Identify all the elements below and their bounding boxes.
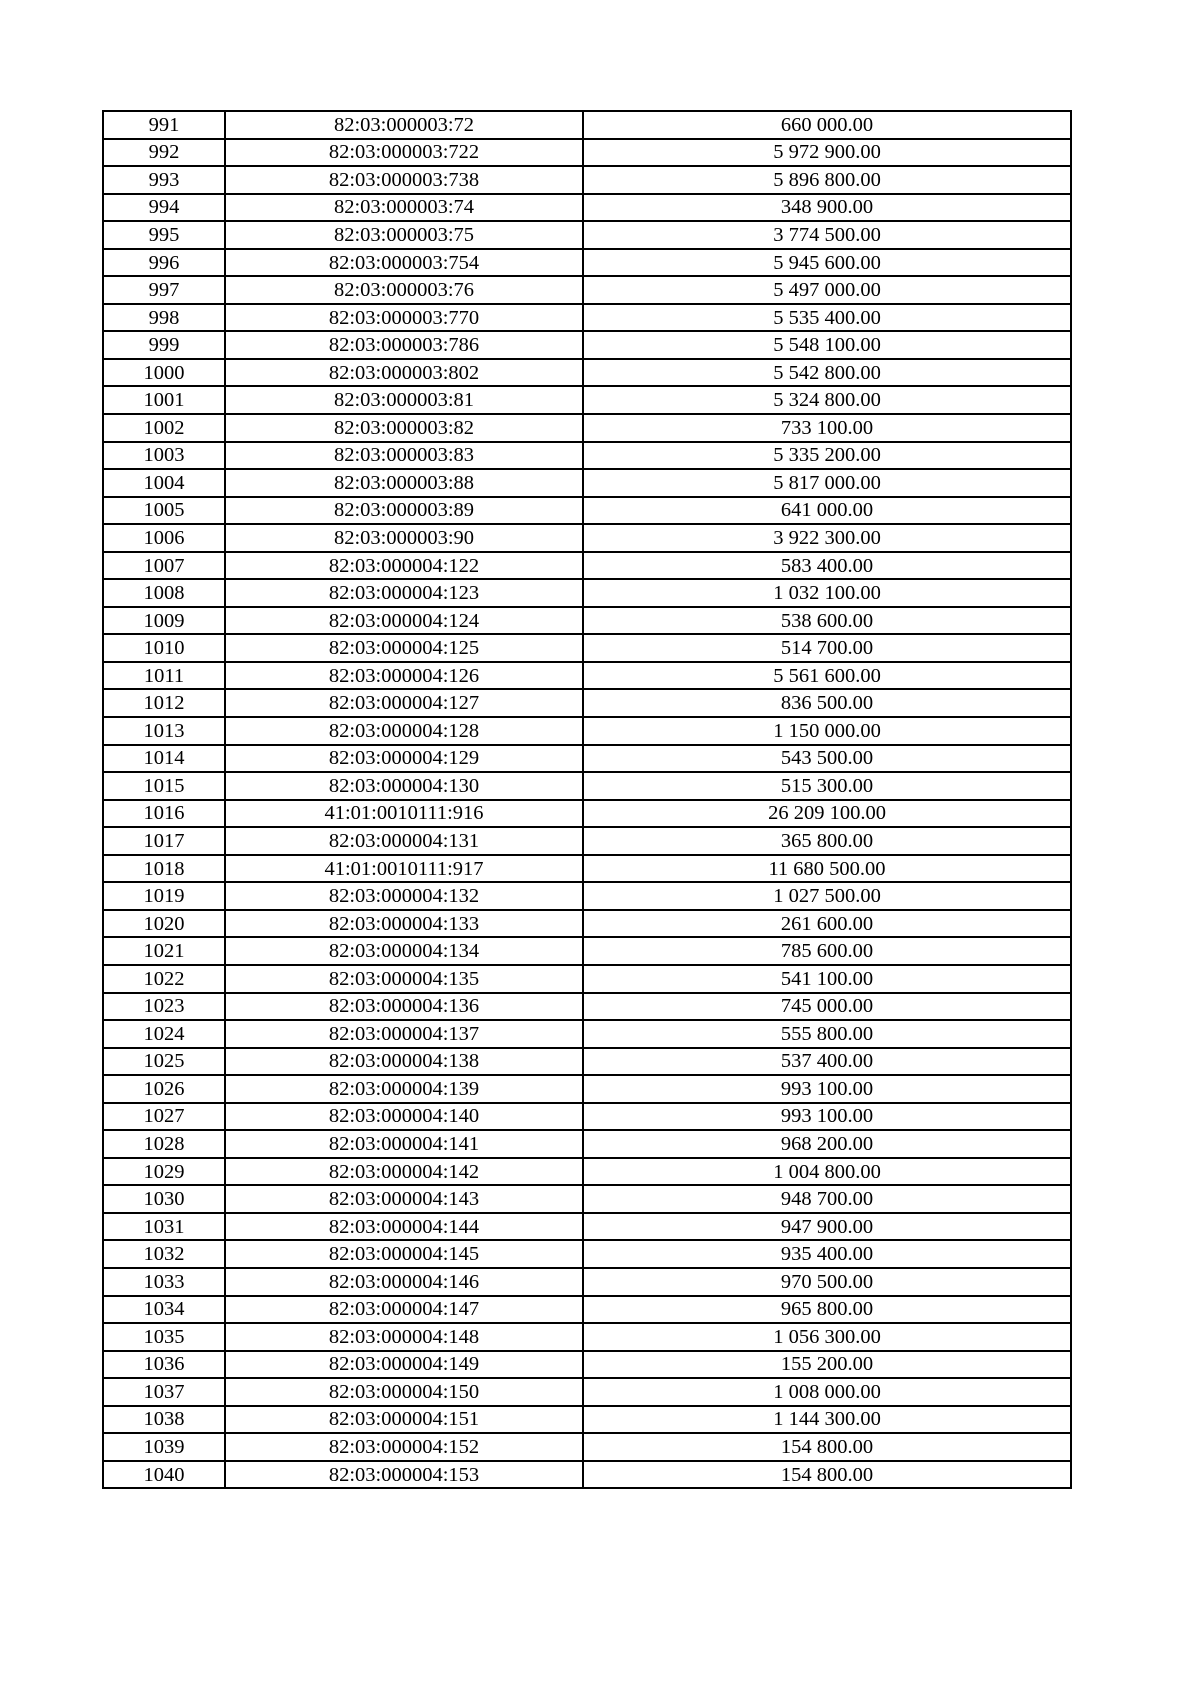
cadastral-number-cell: 82:03:000003:76	[225, 276, 583, 304]
row-number-cell: 1003	[103, 442, 225, 470]
row-number-cell: 1006	[103, 524, 225, 552]
table-row	[103, 386, 1071, 414]
table-row	[103, 331, 1071, 359]
row-number-cell: 1001	[103, 386, 225, 414]
value-cell: 555 800.00	[583, 1020, 1071, 1048]
cadastral-number-cell: 82:03:000003:722	[225, 139, 583, 167]
cadastral-number-cell: 82:03:000003:74	[225, 194, 583, 222]
table-row	[103, 249, 1071, 277]
cadastral-number-cell: 82:03:000004:126	[225, 662, 583, 690]
cadastral-number-cell: 82:03:000004:153	[225, 1461, 583, 1489]
row-number-cell: 1040	[103, 1461, 225, 1489]
table-row	[103, 717, 1071, 745]
table-row	[103, 800, 1071, 828]
value-cell: 5 817 000.00	[583, 469, 1071, 497]
table-row	[103, 442, 1071, 470]
value-cell: 968 200.00	[583, 1130, 1071, 1158]
row-number-cell: 1010	[103, 634, 225, 662]
table-row	[103, 469, 1071, 497]
row-number-cell: 999	[103, 331, 225, 359]
value-cell: 348 900.00	[583, 194, 1071, 222]
table-row	[103, 1433, 1071, 1461]
row-number-cell: 1025	[103, 1048, 225, 1076]
cadastral-number-cell: 82:03:000004:147	[225, 1296, 583, 1324]
row-number-cell: 1028	[103, 1130, 225, 1158]
cadastral-number-cell: 82:03:000004:141	[225, 1130, 583, 1158]
value-cell: 5 497 000.00	[583, 276, 1071, 304]
row-number-cell: 1017	[103, 827, 225, 855]
cadastral-number-cell: 82:03:000004:146	[225, 1268, 583, 1296]
cadastral-number-cell: 82:03:000004:133	[225, 910, 583, 938]
cadastral-number-cell: 82:03:000004:140	[225, 1103, 583, 1131]
cadastral-number-cell: 82:03:000004:138	[225, 1048, 583, 1076]
value-cell: 1 150 000.00	[583, 717, 1071, 745]
value-cell: 948 700.00	[583, 1185, 1071, 1213]
table-row	[103, 1351, 1071, 1379]
value-cell: 5 548 100.00	[583, 331, 1071, 359]
row-number-cell: 1004	[103, 469, 225, 497]
value-cell: 1 027 500.00	[583, 882, 1071, 910]
cadastral-number-cell: 82:03:000004:122	[225, 552, 583, 580]
cadastral-number-cell: 82:03:000003:89	[225, 497, 583, 525]
value-cell: 26 209 100.00	[583, 800, 1071, 828]
cadastral-number-cell: 82:03:000004:145	[225, 1240, 583, 1268]
cadastral-number-cell: 82:03:000004:134	[225, 937, 583, 965]
row-number-cell: 1018	[103, 855, 225, 883]
cadastral-number-cell: 82:03:000004:136	[225, 993, 583, 1021]
value-cell: 993 100.00	[583, 1075, 1071, 1103]
row-number-cell: 1032	[103, 1240, 225, 1268]
cadastral-number-cell: 82:03:000003:738	[225, 166, 583, 194]
table-row	[103, 662, 1071, 690]
cadastral-number-cell: 82:03:000004:150	[225, 1378, 583, 1406]
row-number-cell: 1021	[103, 937, 225, 965]
table-row	[103, 1075, 1071, 1103]
table-row	[103, 882, 1071, 910]
value-cell: 583 400.00	[583, 552, 1071, 580]
cadastral-number-cell: 82:03:000003:754	[225, 249, 583, 277]
value-cell: 515 300.00	[583, 772, 1071, 800]
value-cell: 365 800.00	[583, 827, 1071, 855]
cadastral-number-cell: 82:03:000004:151	[225, 1406, 583, 1434]
cadastral-number-cell: 82:03:000004:123	[225, 579, 583, 607]
table-row	[103, 1213, 1071, 1241]
table-row	[103, 1406, 1071, 1434]
row-number-cell: 995	[103, 221, 225, 249]
row-number-cell: 993	[103, 166, 225, 194]
row-number-cell: 1012	[103, 689, 225, 717]
value-cell: 5 535 400.00	[583, 304, 1071, 332]
value-cell: 5 335 200.00	[583, 442, 1071, 470]
cadastral-number-cell: 82:03:000004:137	[225, 1020, 583, 1048]
value-cell: 5 561 600.00	[583, 662, 1071, 690]
cadastral-number-cell: 82:03:000004:125	[225, 634, 583, 662]
cadastral-number-cell: 82:03:000004:139	[225, 1075, 583, 1103]
table-row	[103, 1378, 1071, 1406]
row-number-cell: 1011	[103, 662, 225, 690]
row-number-cell: 1024	[103, 1020, 225, 1048]
value-cell: 660 000.00	[583, 111, 1071, 139]
cadastral-number-cell: 82:03:000003:82	[225, 414, 583, 442]
value-cell: 261 600.00	[583, 910, 1071, 938]
cadastral-number-cell: 82:03:000004:148	[225, 1323, 583, 1351]
cadastral-number-cell: 82:03:000004:130	[225, 772, 583, 800]
table-row	[103, 772, 1071, 800]
value-cell: 5 324 800.00	[583, 386, 1071, 414]
cadastral-number-cell: 41:01:0010111:916	[225, 800, 583, 828]
cadastral-number-cell: 82:03:000004:128	[225, 717, 583, 745]
table-row	[103, 139, 1071, 167]
row-number-cell: 1013	[103, 717, 225, 745]
value-cell: 1 056 300.00	[583, 1323, 1071, 1351]
row-number-cell: 1016	[103, 800, 225, 828]
table-row	[103, 1158, 1071, 1186]
cadastral-number-cell: 82:03:000003:88	[225, 469, 583, 497]
row-number-cell: 1030	[103, 1185, 225, 1213]
value-cell: 1 004 800.00	[583, 1158, 1071, 1186]
row-number-cell: 1019	[103, 882, 225, 910]
value-cell: 935 400.00	[583, 1240, 1071, 1268]
table-row	[103, 910, 1071, 938]
value-cell: 5 945 600.00	[583, 249, 1071, 277]
table-row	[103, 993, 1071, 1021]
table-row	[103, 1020, 1071, 1048]
value-cell: 154 800.00	[583, 1461, 1071, 1489]
cadastral-number-cell: 82:03:000003:83	[225, 442, 583, 470]
table-row	[103, 552, 1071, 580]
row-number-cell: 1023	[103, 993, 225, 1021]
value-cell: 970 500.00	[583, 1268, 1071, 1296]
row-number-cell: 1009	[103, 607, 225, 635]
row-number-cell: 1002	[103, 414, 225, 442]
table-row	[103, 855, 1071, 883]
cadastral-number-cell: 82:03:000004:149	[225, 1351, 583, 1379]
table-row	[103, 634, 1071, 662]
value-cell: 1 144 300.00	[583, 1406, 1071, 1434]
row-number-cell: 1022	[103, 965, 225, 993]
value-cell: 11 680 500.00	[583, 855, 1071, 883]
table-row	[103, 937, 1071, 965]
value-cell: 641 000.00	[583, 497, 1071, 525]
value-cell: 5 972 900.00	[583, 139, 1071, 167]
row-number-cell: 1038	[103, 1406, 225, 1434]
table-row	[103, 1103, 1071, 1131]
row-number-cell: 1034	[103, 1296, 225, 1324]
table-row	[103, 414, 1071, 442]
cadastral-number-cell: 82:03:000003:786	[225, 331, 583, 359]
row-number-cell: 998	[103, 304, 225, 332]
value-cell: 155 200.00	[583, 1351, 1071, 1379]
table-row	[103, 1323, 1071, 1351]
value-cell: 3 922 300.00	[583, 524, 1071, 552]
table-row	[103, 965, 1071, 993]
row-number-cell: 1000	[103, 359, 225, 387]
value-cell: 745 000.00	[583, 993, 1071, 1021]
cadastral-number-cell: 82:03:000004:131	[225, 827, 583, 855]
row-number-cell: 1036	[103, 1351, 225, 1379]
value-cell: 1 008 000.00	[583, 1378, 1071, 1406]
table-row	[103, 497, 1071, 525]
cadastral-number-cell: 82:03:000004:142	[225, 1158, 583, 1186]
row-number-cell: 997	[103, 276, 225, 304]
value-cell: 5 542 800.00	[583, 359, 1071, 387]
row-number-cell: 994	[103, 194, 225, 222]
table-row	[103, 1296, 1071, 1324]
row-number-cell: 1035	[103, 1323, 225, 1351]
value-cell: 514 700.00	[583, 634, 1071, 662]
row-number-cell: 1037	[103, 1378, 225, 1406]
value-cell: 538 600.00	[583, 607, 1071, 635]
cadastral-number-cell: 82:03:000004:132	[225, 882, 583, 910]
cadastral-number-cell: 82:03:000003:90	[225, 524, 583, 552]
cadastral-number-cell: 82:03:000004:124	[225, 607, 583, 635]
value-cell: 543 500.00	[583, 745, 1071, 773]
cadastral-number-cell: 82:03:000003:770	[225, 304, 583, 332]
table-row	[103, 1130, 1071, 1158]
table-row	[103, 745, 1071, 773]
value-cell: 965 800.00	[583, 1296, 1071, 1324]
value-cell: 947 900.00	[583, 1213, 1071, 1241]
cadastral-number-cell: 82:03:000004:152	[225, 1433, 583, 1461]
cadastral-number-cell: 82:03:000004:144	[225, 1213, 583, 1241]
cadastral-number-cell: 82:03:000003:75	[225, 221, 583, 249]
row-number-cell: 996	[103, 249, 225, 277]
row-number-cell: 1014	[103, 745, 225, 773]
value-cell: 836 500.00	[583, 689, 1071, 717]
row-number-cell: 1005	[103, 497, 225, 525]
row-number-cell: 1031	[103, 1213, 225, 1241]
value-cell: 3 774 500.00	[583, 221, 1071, 249]
row-number-cell: 1008	[103, 579, 225, 607]
table-row	[103, 111, 1071, 139]
value-cell: 5 896 800.00	[583, 166, 1071, 194]
cadastral-number-cell: 82:03:000003:802	[225, 359, 583, 387]
table-row	[103, 166, 1071, 194]
row-number-cell: 1027	[103, 1103, 225, 1131]
cadastral-number-cell: 41:01:0010111:917	[225, 855, 583, 883]
cadastral-number-cell: 82:03:000004:143	[225, 1185, 583, 1213]
cadastral-number-cell: 82:03:000003:72	[225, 111, 583, 139]
table-body	[103, 111, 1071, 1488]
table-row	[103, 1185, 1071, 1213]
row-number-cell: 1033	[103, 1268, 225, 1296]
table-row	[103, 1268, 1071, 1296]
value-cell: 541 100.00	[583, 965, 1071, 993]
table-row	[103, 221, 1071, 249]
table-row	[103, 194, 1071, 222]
row-number-cell: 1015	[103, 772, 225, 800]
table-row	[103, 524, 1071, 552]
table-row	[103, 607, 1071, 635]
row-number-cell: 991	[103, 111, 225, 139]
table-row	[103, 689, 1071, 717]
table-row	[103, 1461, 1071, 1489]
row-number-cell: 1026	[103, 1075, 225, 1103]
table-row	[103, 1048, 1071, 1076]
table-row	[103, 579, 1071, 607]
cadastral-number-cell: 82:03:000004:135	[225, 965, 583, 993]
cadastral-number-cell: 82:03:000004:127	[225, 689, 583, 717]
row-number-cell: 1039	[103, 1433, 225, 1461]
table-row	[103, 276, 1071, 304]
value-cell: 537 400.00	[583, 1048, 1071, 1076]
row-number-cell: 1020	[103, 910, 225, 938]
table-row	[103, 1240, 1071, 1268]
cadastral-number-cell: 82:03:000004:129	[225, 745, 583, 773]
table-row	[103, 359, 1071, 387]
table-row	[103, 827, 1071, 855]
value-cell: 733 100.00	[583, 414, 1071, 442]
value-cell: 1 032 100.00	[583, 579, 1071, 607]
value-cell: 785 600.00	[583, 937, 1071, 965]
row-number-cell: 992	[103, 139, 225, 167]
row-number-cell: 1007	[103, 552, 225, 580]
cadastral-value-table	[102, 110, 1072, 1489]
value-cell: 993 100.00	[583, 1103, 1071, 1131]
value-cell: 154 800.00	[583, 1433, 1071, 1461]
cadastral-number-cell: 82:03:000003:81	[225, 386, 583, 414]
table-row	[103, 304, 1071, 332]
row-number-cell: 1029	[103, 1158, 225, 1186]
